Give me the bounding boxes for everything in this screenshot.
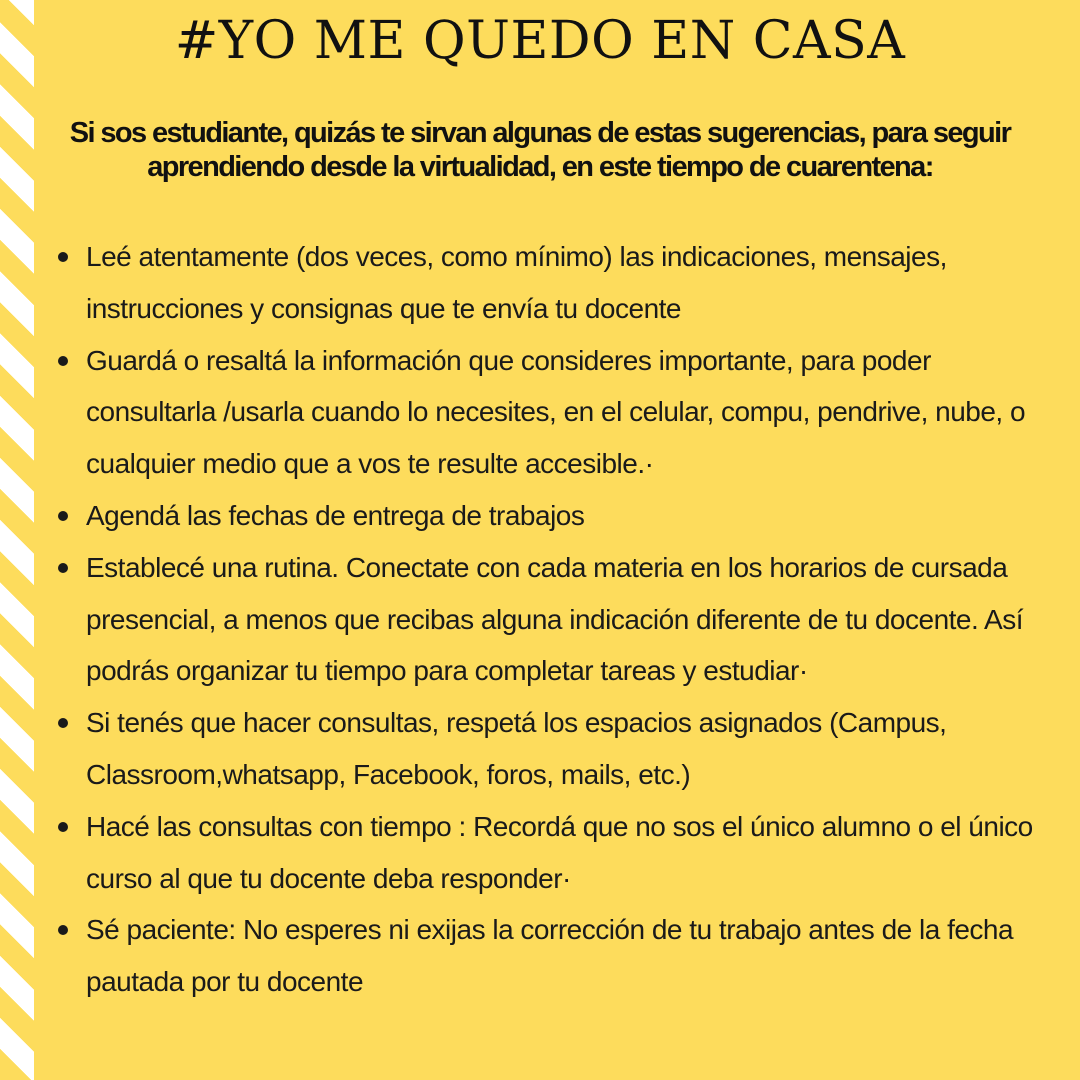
list-item [54,542,1044,697]
list-item [54,904,1044,1008]
list-item [54,490,1044,542]
list-item [54,697,1044,801]
intro-text: Si sos estudiante, quizás te sirvan algunas de estas sugerencias, para seguir aprendiendo desde la virtualidad, en este tiempo de cuarentena: [69,117,1011,183]
list-item [54,231,1044,335]
list-item [54,335,1044,490]
tip-text: Si tenés que hacer consultas, respetá los espacios asignados (Campus, Classroom,whatsapp, Facebook, foros, mails, etc.) [86,707,947,790]
bullet-icon [58,356,68,366]
tip-text: Establecé una rutina. Conectate con cada materia en los horarios de cursada presencial, a menos que recibas alguna indicación diferente de tu docente. Así podrás organizar tu tiempo para completar tareas y estudiar· [86,551,1023,687]
tip-text: Hacé las consultas con tiempo : Recordá que no sos el único alumno o el único curso al que tu docente deba responder· [86,810,1033,894]
tip-text: Sé paciente: No esperes ni exijas la corrección de tu trabajo antes de la fecha pautada por tu docente [86,914,1014,998]
bullet-icon [58,822,68,832]
bullet-icon [58,718,68,728]
tip-text: Agendá las fechas de entrega de trabajos [86,499,585,531]
tips-list [54,231,1044,1008]
bullet-icon [58,925,68,935]
tip-text: Leé atentamente (dos veces, como mínimo) las indicaciones, mensajes, instrucciones y consignas que te envía tu docente [86,241,947,324]
tip-text: Guardá o resaltá la información que consideres importante, para poder consultarla /usarla cuando lo necesites, en el celular, compu, pendrive, nube, o cualquier medio que a vos te resulte accesible.· [86,344,1026,480]
bullet-icon [58,563,68,573]
bullet-icon [58,252,68,262]
list-item [54,801,1044,905]
bullet-icon [58,511,68,521]
page-title: #YO ME QUEDO EN CASA [174,11,906,71]
